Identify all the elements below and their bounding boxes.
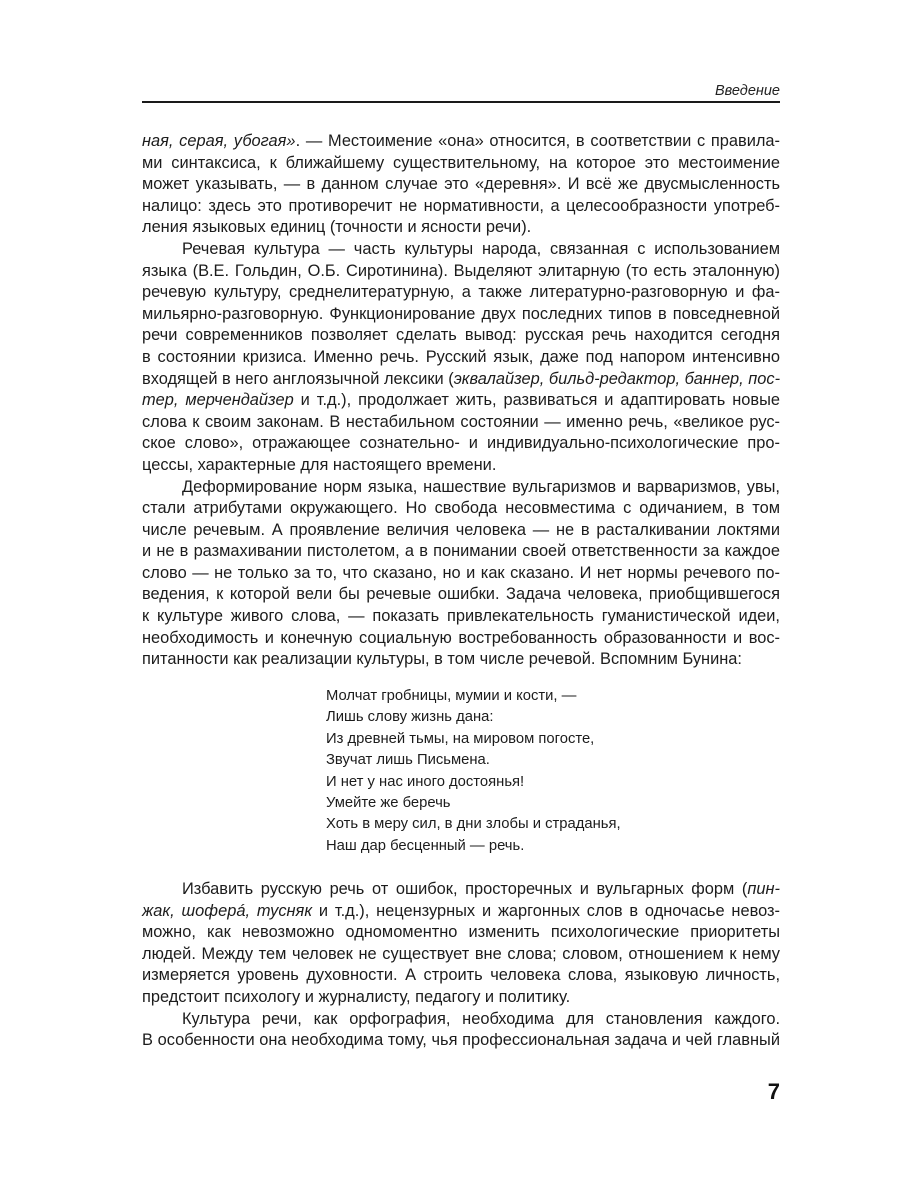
poem-quote <box>326 686 746 857</box>
poem-line: Из древней тьмы, на мировом погосте, <box>326 730 595 747</box>
running-head: Введение <box>714 83 780 99</box>
text-line: входящей в него англоязычной лексики (эквалайзер, бильд-редактор, баннер, пос- <box>142 369 781 388</box>
text-line: ми синтаксиса, к ближайшему существительному, на которое это местоимение <box>142 153 780 172</box>
text-line: питанности как реализации культуры, в том числе речевой. Вспомним Бунина: <box>142 650 742 669</box>
poem-line: Умейте же беречь <box>326 795 451 812</box>
text-line: ское слово», отражающее сознательно- и индивидуально-психологические про- <box>142 434 780 453</box>
text-line: может указывать, — в данном случае это «деревня». И всё же двусмысленность <box>142 175 780 194</box>
text-line: цессы, характерные для настоящего времени. <box>142 455 497 474</box>
text-line: необходимость и конечную социальную востребованность образованности и вос- <box>142 628 780 647</box>
text-line: слова к своим законам. В нестабильном состоянии — именно речь, «великое рус- <box>142 412 780 431</box>
text-line: В особенности она необходима тому, чья профессиональная задача и чей главный <box>142 1031 780 1050</box>
text-line: в состоянии кризиса. Именно речь. Русский язык, даже под напором интенсивно <box>142 347 780 366</box>
text-line: ления языковых единиц (точности и ясности речи). <box>142 218 532 237</box>
text-line: Деформирование норм языка, нашествие вульгаризмов и варваризмов, увы, <box>182 477 780 496</box>
text-line: можно, как невозможно одномоментно изменить психологические приоритеты <box>142 923 780 942</box>
text-line: людей. Между тем человек не существует вне слова; словом, отношением к нему <box>142 944 780 963</box>
text-line: Речевая культура — часть культуры народа, связанная с использованием <box>182 239 780 258</box>
text-line: речевую культуру, среднелитературную, а также литературно-разговорную и фа- <box>142 283 780 302</box>
poem-line: Молчат гробницы, мумии и кости, — <box>326 688 577 704</box>
text-line: ная, серая, убогая». — Местоимение «она» относится, в соответствии с правила- <box>142 132 781 150</box>
poem-line: Хоть в меру сил, в дни злобы и страданья, <box>326 816 621 833</box>
poem-line: Наш дар бесценный — речь. <box>326 837 525 854</box>
text-line: языка (В.Е. Гольдин, О.Б. Сиротинина). Выделяют элитарную (то есть эталонную) <box>142 261 780 280</box>
poem-line: Звучат лишь Письмена. <box>326 752 490 769</box>
text-line: Культура речи, как орфография, необходима для становления каждого. <box>182 1009 780 1028</box>
page-number: 7 <box>767 1079 780 1104</box>
text-line: стали атрибутами окружающего. Но свобода несовместима с одичанием, в том <box>142 499 780 518</box>
text-line: предстоит психологу и журналисту, педагогу и политику. <box>142 987 571 1006</box>
header-rule <box>142 101 780 103</box>
text-line: мильярно-разговорную. Функционирование двух последних типов в повседневной <box>142 304 780 323</box>
text-line: и не в размахивании пистолетом, а в понимании своей ответственности за каждое <box>142 542 780 561</box>
text-line: измеряется уровень духовности. А строить человека слова, языковую личность, <box>142 966 780 985</box>
body-text-continued <box>142 879 780 1052</box>
text-line: слово — не только за то, что сказано, но и как сказано. И нет нормы речевого по- <box>142 563 780 582</box>
body-text <box>142 131 780 671</box>
text-line: к культуре живого слова, — показать привлекательность гуманистической идеи, <box>142 607 780 626</box>
text-line: ведения, к которой вели бы речевые ошибки. Задача человека, приобщившегося <box>142 585 780 604</box>
poem-line: И нет у нас иного достоянья! <box>326 773 525 790</box>
text-line: жак, шоферá, тусняк и т.д.), нецензурных и жаргонных слов в одночасье невоз- <box>142 901 780 920</box>
text-line: Избавить русскую речь от ошибок, просторечных и вульгарных форм (пин- <box>182 880 780 898</box>
text-line: речи современников позволяет сделать вывод: русская речь находится сегодня <box>142 326 780 345</box>
text-line: налицо: здесь это противоречит не нормативности, а целесообразности употреб- <box>142 196 780 215</box>
poem-line: Лишь слову жизнь дана: <box>326 709 494 726</box>
text-line: числе речевым. А проявление величия человека — не в расталкивании локтями <box>142 520 780 539</box>
text-line: тер, мерчендайзер и т.д.), продолжает жить, развиваться и адаптировать новые <box>142 391 780 410</box>
